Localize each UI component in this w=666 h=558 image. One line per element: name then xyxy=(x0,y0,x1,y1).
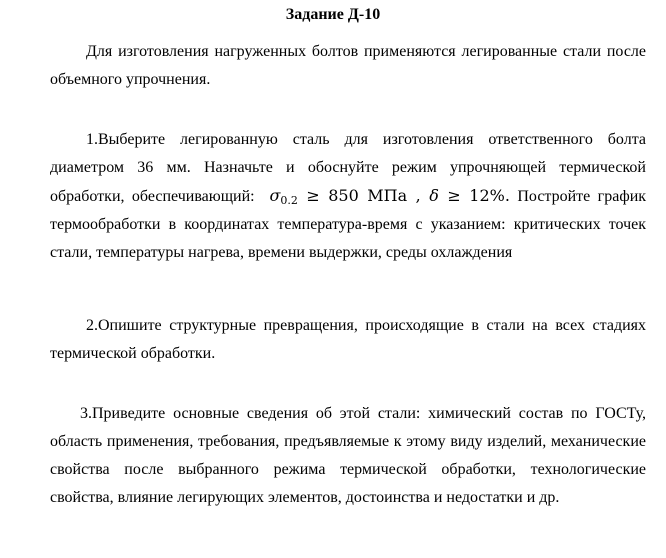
sigma-condition: ≥ 850 МПа xyxy=(297,186,408,205)
formula-separator: , xyxy=(407,186,421,205)
assignment-title: Задание Д-10 xyxy=(285,6,381,23)
task-2-text: 2.Опишите структурные превращения, происходящие в стали на всех стадиях термической обработки. xyxy=(50,317,646,362)
intro-text: Для изготовления нагруженных болтов применяются легированные стали после объемного упрочнения. xyxy=(50,43,646,88)
task-1-text-b: Постройте график термообработки в координатах температура-время с указанием: критических точек стали, температуры нагрева, времени выдержки, среды охлаждения xyxy=(50,188,647,261)
delta-condition: ≥ 12%. xyxy=(438,186,510,205)
task-1-text-a: 1.Выберите легированную сталь для изготовления ответственного болта диаметром 36 мм. Назначьте и обоснуйте режим упрочняющей термической обработки, обеспечивающий: xyxy=(50,131,646,205)
sigma-subscript: 0.2 xyxy=(280,194,298,207)
task-1-paragraph xyxy=(50,126,646,267)
task-3-text: 3.Приведите основные сведения об этой стали: химический состав по ГОСТу, область применения, требования, предъявляемые к этому виду изделий, механические свойства после выбранного режима термической обработки, технологические свойства, влияние легирующих элементов, достоинства и недостатки и др. xyxy=(50,405,646,506)
task-3-paragraph xyxy=(50,400,646,512)
delta-symbol: δ xyxy=(429,186,439,205)
yield-strength-formula xyxy=(269,186,510,205)
intro-paragraph xyxy=(50,38,646,94)
sigma-symbol: σ xyxy=(269,186,281,205)
task-2-paragraph xyxy=(50,312,646,368)
